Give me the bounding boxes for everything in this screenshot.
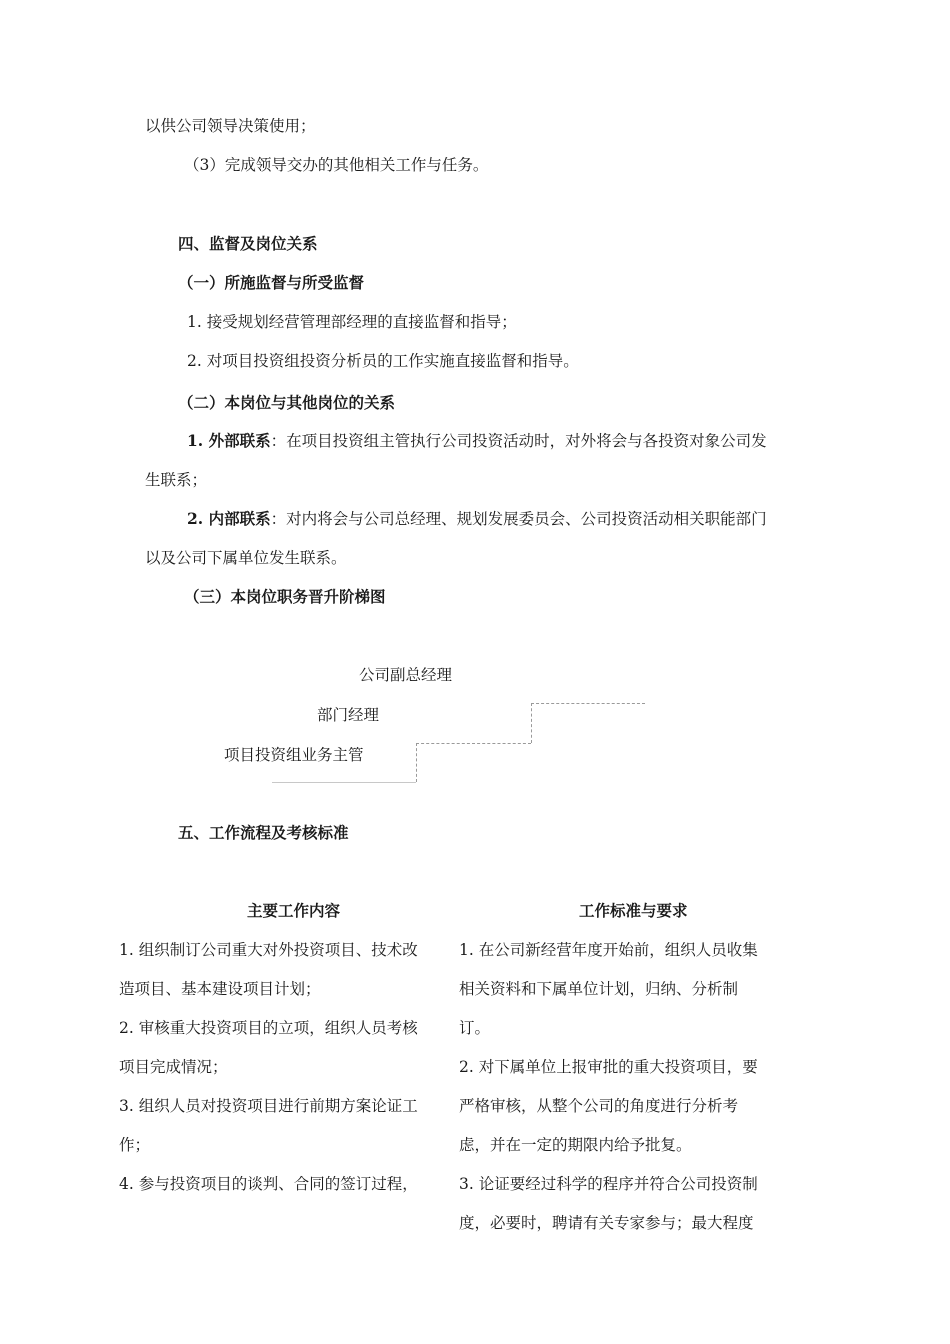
intro-line: 以供公司领导决策使用； xyxy=(145,117,316,135)
internal-relation xyxy=(187,509,767,529)
external-relation-cont: 生联系； xyxy=(145,471,208,489)
table-header-standard: 工作标准与要求 xyxy=(579,901,688,920)
subsection-3-title: （三）本岗位职务晋升阶梯图 xyxy=(184,587,386,606)
supervision-item-2: 2. 对项目投资组投资分析员的工作实施直接监督和指导。 xyxy=(187,352,579,370)
subsection-1-title: （一）所施监督与所受监督 xyxy=(178,273,365,292)
table-cell-line: 造项目、基本建设项目计划； xyxy=(119,980,321,998)
table-cell-line: 度，必要时，聘请有关专家参与；最大程度 xyxy=(459,1214,754,1232)
ladder-step-top xyxy=(531,703,645,704)
table-header-content: 主要工作内容 xyxy=(247,901,341,920)
table-column-content xyxy=(119,940,449,1213)
ladder-level-middle: 部门经理 xyxy=(317,706,380,724)
table-column-standard xyxy=(459,940,789,1252)
table-cell-line: 相关资料和下属单位计划，归纳、分析制 xyxy=(459,980,739,998)
external-relation-text: ：在项目投资组主管执行公司投资活动时，对外将会与各投资对象公司发 xyxy=(270,432,767,450)
table-cell-line: 虑，并在一定的期限内给予批复。 xyxy=(459,1136,692,1154)
table-cell-line: 3. 论证要经过科学的程序并符合公司投资制 xyxy=(459,1175,758,1193)
internal-relation-label: 2. 内部联系 xyxy=(187,509,271,528)
table-cell-line: 2. 审核重大投资项目的立项，组织人员考核 xyxy=(119,1019,418,1037)
table-cell-line: 严格审核，从整个公司的角度进行分析考 xyxy=(459,1097,739,1115)
ladder-level-top: 公司副总经理 xyxy=(359,666,453,684)
ladder-step-bottom xyxy=(272,782,416,783)
internal-relation-cont: 以及公司下属单位发生联系。 xyxy=(145,549,347,567)
section-5-title: 五、工作流程及考核标准 xyxy=(178,823,349,842)
table-cell-line: 作； xyxy=(119,1136,151,1154)
table-cell-line: 项目完成情况； xyxy=(119,1058,228,1076)
ladder-level-bottom: 项目投资组业务主管 xyxy=(224,746,364,764)
ladder-step-middle xyxy=(416,743,531,744)
ladder-riser-2 xyxy=(531,703,532,743)
table-cell-line: 4. 参与投资项目的谈判、合同的签订过程， xyxy=(119,1175,418,1193)
table-cell-line: 2. 对下属单位上报审批的重大投资项目，要 xyxy=(459,1058,758,1076)
table-cell-line: 订。 xyxy=(459,1019,491,1037)
supervision-item-1: 1. 接受规划经营管理部经理的直接监督和指导； xyxy=(187,313,517,331)
table-cell-line: 1. 组织制订公司重大对外投资项目、技术改 xyxy=(119,941,418,959)
subsection-2-title: （二）本岗位与其他岗位的关系 xyxy=(178,393,396,412)
internal-relation-text: ：对内将会与公司总经理、规划发展委员会、公司投资活动相关职能部门 xyxy=(270,510,767,528)
external-relation-label: 1. 外部联系 xyxy=(187,431,271,450)
external-relation xyxy=(187,431,767,451)
table-cell-line: 3. 组织人员对投资项目进行前期方案论证工 xyxy=(119,1097,418,1115)
section-4-title: 四、监督及岗位关系 xyxy=(178,234,318,253)
intro-item-3: （3）完成领导交办的其他相关工作与任务。 xyxy=(184,156,489,174)
table-cell-line: 1. 在公司新经营年度开始前，组织人员收集 xyxy=(459,941,758,959)
ladder-riser-1 xyxy=(416,743,417,782)
